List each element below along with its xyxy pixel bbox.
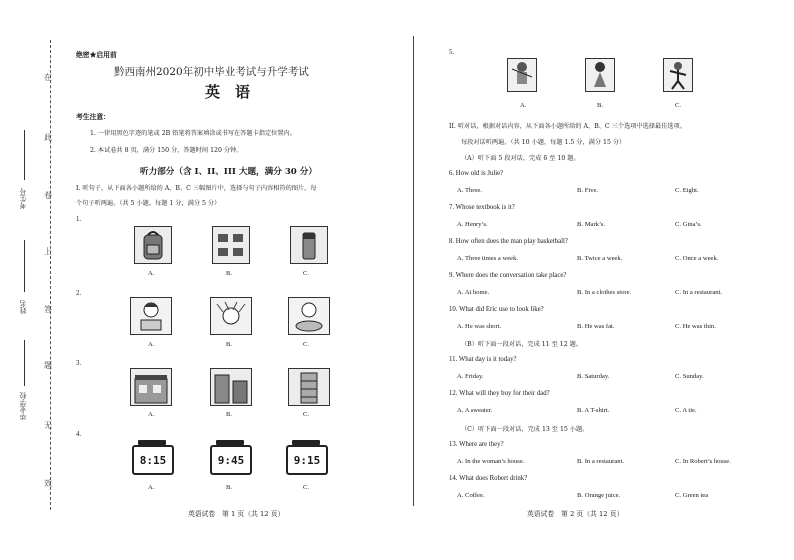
question-text: 9. Where does the conversation take place? (449, 272, 567, 279)
option-label: A. (148, 484, 155, 491)
option-a: A. At home. (457, 289, 490, 296)
option-a: A. Three times a week. (457, 255, 519, 262)
subsection-c: （C）听下面一段对话，完成 13 至 15 小题。 (461, 426, 589, 433)
notice-title: 考生注意： (76, 113, 110, 121)
option-b: B. In a restaurant. (577, 458, 625, 465)
picture-girl-dancing (663, 58, 693, 92)
option-label: B. (226, 411, 233, 418)
building-icon (289, 369, 329, 405)
question-text: 11. What day is it today? (449, 356, 517, 363)
option-c: C. Gina’s. (675, 221, 702, 228)
shower-icon (211, 298, 251, 334)
picture-pencil-boxes (212, 226, 250, 264)
question-text: 6. How old is Julie? (449, 170, 504, 177)
backpack-icon (135, 227, 171, 263)
question-text: 13. Where are they? (449, 441, 504, 448)
option-label: A. (148, 341, 155, 348)
strip-char: 此 (44, 133, 52, 142)
exam-page-2 (397, 0, 794, 560)
option-label: C. (303, 341, 310, 348)
strip-char: 效 (44, 479, 52, 488)
option-c: C. Sunday. (675, 373, 704, 380)
page-footer: 英语试卷 第 1 页（共 12 页） (188, 510, 285, 518)
question-text: 7. Whose textbook is it? (449, 204, 515, 211)
option-a: A. A sweater. (457, 407, 493, 414)
girl-icon (586, 59, 614, 91)
option-label: A. (148, 270, 155, 277)
option-label: B. (226, 484, 233, 491)
option-label: B. (226, 341, 233, 348)
shop-icon (131, 369, 171, 405)
option-a: A. Friday. (457, 373, 484, 380)
clock-time: 9:45 (210, 445, 252, 475)
question-text: 12. What will they buy for their dad? (449, 390, 550, 397)
option-c: C. In Robert’s house. (675, 458, 731, 465)
strip-char: 题 (44, 361, 52, 370)
picture-thermos (290, 226, 328, 264)
binding-dash-line (50, 40, 51, 510)
picture-boy-showering (210, 297, 252, 335)
violin-player-icon (508, 59, 536, 91)
part1-instruction: 个句子听两遍。（共 5 小题，每题 1 分，满分 5 分） (76, 200, 221, 207)
page-footer: 英语试卷 第 2 页（共 12 页） (527, 510, 624, 518)
strip-char: 答 (44, 305, 52, 314)
option-a: A. He was short. (457, 323, 502, 330)
option-b: B. Mark’s. (577, 221, 606, 228)
field-label-school: 毕业学校 (19, 392, 27, 420)
option-a: A. In the woman’s house. (457, 458, 525, 465)
question-number: 5. (449, 49, 455, 56)
option-b: B. Five. (577, 187, 599, 194)
secret-mark: 绝密★启用前 (76, 51, 117, 59)
option-a: A. Henry’s. (457, 221, 488, 228)
option-b: B. Orange juice. (577, 492, 621, 499)
clock-time: 9:15 (286, 445, 328, 475)
picture-street (210, 368, 252, 406)
clock-picture-c (286, 440, 326, 474)
notice-item: 1. 一律用黑色字迹的笔或 2B 铅笔将答案填涂或书写在答题卡指定位置内。 (90, 130, 296, 137)
notice-item: 2. 本试卷共 8 页，满分 150 分，答题时间 120 分钟。 (90, 147, 243, 154)
option-b: B. In a clothes store. (577, 289, 632, 296)
strip-char: 在 (44, 73, 52, 82)
picture-building (288, 368, 330, 406)
option-b: B. A T-shirt. (577, 407, 610, 414)
part1-instruction: I. 听句子，从下面各小题所给的 A、B、C 三幅图片中，选择与句子内容相符的图片。每 (76, 185, 317, 192)
subsection-b: （B）听下面一段对话，完成 11 至 12 题。 (461, 341, 582, 348)
clock-picture-a (132, 440, 172, 474)
boy-icon (131, 298, 171, 334)
option-c: C. Once a week. (675, 255, 719, 262)
option-b: B. He was fat. (577, 323, 615, 330)
question-text: 14. What does Robert drink? (449, 475, 528, 482)
dancer-icon (664, 59, 692, 91)
option-label: B. (226, 270, 233, 277)
subsection-a: （A）听下面 5 段对话，完成 6 至 10 题。 (461, 155, 580, 162)
question-number: 4. (76, 431, 82, 438)
picture-boy-violin (507, 58, 537, 92)
option-label: C. (675, 102, 682, 109)
stationery-icon (213, 227, 249, 263)
field-label-name: 姓名 (19, 300, 27, 314)
question-number: 3. (76, 360, 82, 367)
picture-girl-singing (585, 58, 615, 92)
field-line (24, 340, 25, 386)
option-a: A. Three. (457, 187, 482, 194)
question-number: 1. (76, 216, 82, 223)
question-number: 2. (76, 290, 82, 297)
street-icon (211, 369, 251, 405)
subject-title: 英 语 (205, 83, 251, 101)
strip-char: 上 (44, 247, 52, 256)
part2-instruction: 每段对话听两遍。（共 10 小题，每题 1.5 分，满分 15 分） (461, 139, 626, 146)
question-text: 10. What did Eric use to look like? (449, 306, 544, 313)
field-label-exam-number: 考生号 (19, 188, 27, 209)
part2-instruction: II. 听对话，根据对话内容，从下面各小题所给的 A、B、C 三个选项中选择最佳选项。 (449, 123, 686, 130)
option-c: C. In a restaurant. (675, 289, 723, 296)
option-label: C. (303, 484, 310, 491)
option-label: B. (597, 102, 604, 109)
option-b: B. Twice a week. (577, 255, 623, 262)
option-label: C. (303, 270, 310, 277)
option-c: C. Green tea (675, 492, 709, 499)
picture-shop (130, 368, 172, 406)
field-line (24, 240, 25, 292)
strip-char: 卷 (44, 191, 52, 200)
option-label: C. (303, 411, 310, 418)
option-c: C. He was thin. (675, 323, 716, 330)
option-label: A. (148, 411, 155, 418)
option-c: C. A tie. (675, 407, 697, 414)
washing-icon (289, 298, 329, 334)
thermos-icon (291, 227, 327, 263)
option-c: C. Eight. (675, 187, 699, 194)
option-b: B. Saturday. (577, 373, 610, 380)
question-text: 8. How often does the man play basketball? (449, 238, 568, 245)
strip-char: 无 (44, 421, 52, 430)
picture-boy-washing (288, 297, 330, 335)
option-label: A. (520, 102, 527, 109)
field-line (24, 130, 25, 180)
clock-time: 8:15 (132, 445, 174, 475)
picture-boy-brushing (130, 297, 172, 335)
exam-title: 黔西南州2020年初中毕业考试与升学考试 (114, 66, 309, 78)
clock-picture-b (210, 440, 250, 474)
section-title: 听力部分（含 I、II、III 大题，满分 30 分） (140, 167, 317, 177)
picture-backpack (134, 226, 172, 264)
option-a: A. Coffee. (457, 492, 485, 499)
